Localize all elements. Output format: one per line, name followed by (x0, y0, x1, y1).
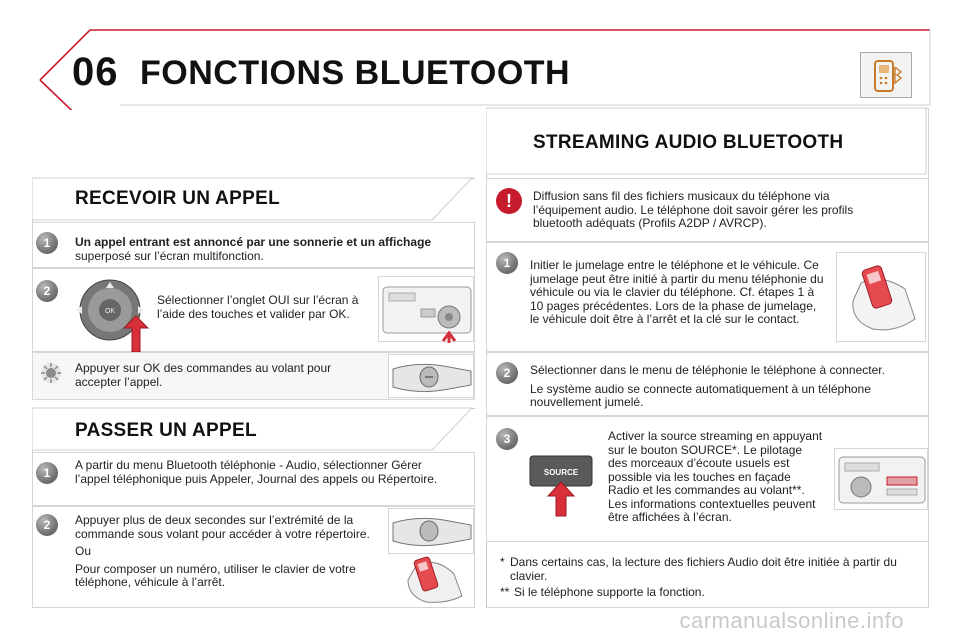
source-button-label: SOURCE (543, 468, 579, 477)
streaming-step2-line2: Le système audio se connecte automatiquement à un téléphone nouvellement jumelé. (530, 381, 871, 409)
phone-in-hand-image (396, 556, 472, 606)
receive-step1-text (75, 236, 465, 263)
steering-control-image (388, 508, 474, 554)
footnote-1-mark: * (500, 555, 505, 569)
step-badge: 2 (36, 280, 58, 302)
chapter-number: 06 (72, 50, 119, 94)
watermark: carmanualsonline.info (679, 608, 904, 633)
step-badge: 1 (496, 252, 518, 274)
phone-in-hand-image (836, 252, 926, 342)
call-step2-main: Appuyer plus de deux secondes sur l’extrémité de la commande sous volant pour accéder à votre répertoire. (75, 513, 370, 541)
call-step2-alt: Pour composer un numéro, utiliser le clavier de votre téléphone, véhicule à l’arrêt. (75, 561, 356, 589)
footnote-1 (500, 556, 915, 583)
call-step2-text (75, 514, 375, 590)
receive-tip-text: Appuyer sur OK des commandes au volant pour accepter l’appel. (75, 361, 332, 389)
footnote-1-text: Dans certains cas, la lecture des fichiers Audio doit être initiée à partir du clavier. (510, 555, 897, 583)
keypad-ok-label: OK (104, 308, 116, 315)
radio-panel-image (378, 276, 474, 342)
streaming-step1-text: Initier le jumelage entre le téléphone et le véhicule. Ce jumelage peut être initié à partir du menu téléphonie du véhicule ou via le clavier du téléphone. Cf. étapes 1 à 10 pages précédentes. Lors de la phase de jumelage, le véhicule doit être à l’arrêt et la clé sur le contact. (530, 258, 824, 326)
steering-control-image (388, 354, 474, 398)
make-call-title: PASSER UN APPEL (75, 420, 257, 441)
footnote-2-mark: ** (500, 585, 510, 599)
footnote-2 (500, 586, 915, 600)
streaming-step2-text (530, 364, 915, 410)
receive-call-title: RECEVOIR UN APPEL (75, 188, 280, 209)
receive-step1-bold: Un appel entrant est annoncé par une sonnerie et un affichage (75, 235, 432, 249)
wheel-icon (38, 360, 64, 386)
step-badge: 3 (496, 428, 518, 450)
page-title: FONCTIONS BLUETOOTH (140, 54, 571, 92)
receive-step2-text: Sélectionner l’onglet OUI sur l’écran à l’aide des touches et valider par OK. (157, 293, 359, 321)
warning-icon: ! (496, 188, 522, 214)
step-badge: 1 (36, 232, 58, 254)
streaming-step2-line1: Sélectionner dans le menu de téléphonie le téléphone à connecter. (530, 363, 885, 377)
source-button-illustration (524, 448, 600, 518)
bluetooth-phone-icon (860, 52, 912, 98)
receive-step1-rest: superposé sur l’écran multifonction. (75, 248, 264, 263)
keypad-illustration (62, 272, 162, 354)
radio-panel-image (834, 448, 928, 510)
step-badge: 2 (496, 362, 518, 384)
streaming-step3-text: Activer la source streaming en appuyant sur le bouton SOURCE*. Le pilotage des morceaux d’écoute usuels est possible via les touches en façade Radio et les commandes au volant**. Les informations contextuelles peuvent être affichées à l’écran. (608, 429, 823, 524)
call-step1-text: A partir du menu Bluetooth téléphonie - Audio, sélectionner Gérer l’appel téléphonique puis Appeler, Journal des appels ou Répertoire. (75, 458, 438, 486)
footnote-2-text: Si le téléphone supporte la fonction. (514, 585, 705, 599)
step-badge: 2 (36, 514, 58, 536)
step-badge: 1 (36, 462, 58, 484)
streaming-title: STREAMING AUDIO BLUETOOTH (533, 132, 844, 153)
call-step2-or: Ou (75, 544, 92, 558)
streaming-warning-text: Diffusion sans fil des fichiers musicaux du téléphone via l’équipement audio. Le téléphone doit savoir gérer les profils bluetooth adéquats (Profils A2DP / AVRCP). (533, 189, 854, 230)
